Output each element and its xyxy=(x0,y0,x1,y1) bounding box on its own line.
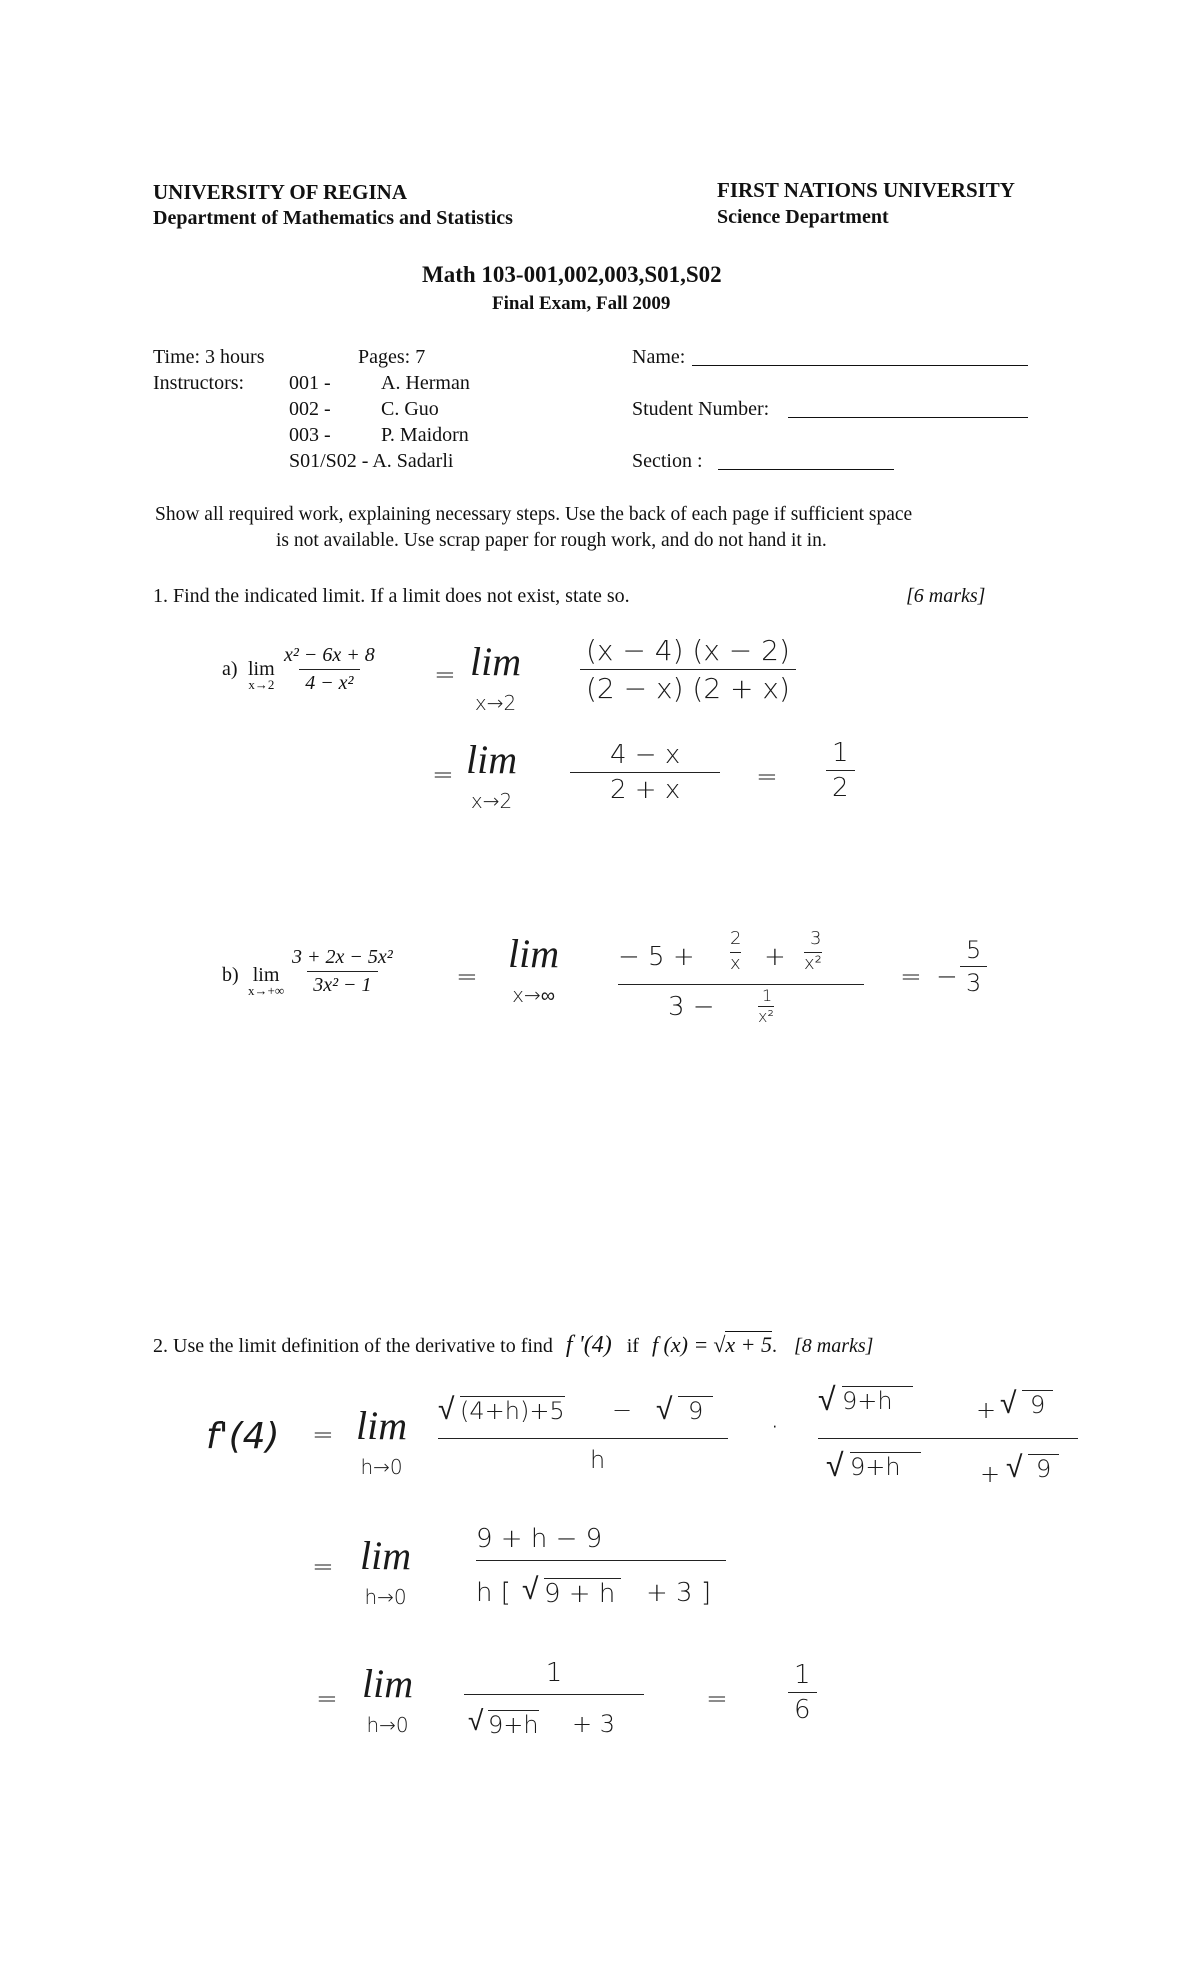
fprime-expression: f '(4) xyxy=(565,1332,612,1358)
square-root-sign: √ xyxy=(818,1380,836,1418)
student-number-label: Student Number: xyxy=(632,398,770,420)
time-label: Time: 3 hours xyxy=(153,346,265,368)
numerator-plus: + xyxy=(764,942,786,972)
plus-sign: + xyxy=(976,1396,997,1424)
fraction-denominator: 6 xyxy=(788,1692,817,1725)
instructions-line-2: is not available. Use scrap paper for rough work, and do not hand it in. xyxy=(276,530,827,551)
denominator-h: h [ xyxy=(476,1578,511,1608)
left-institution: UNIVERSITY OF REGINA xyxy=(153,180,407,204)
radicand: x + 5 xyxy=(725,1332,773,1357)
result-fraction xyxy=(788,1660,817,1725)
lim-subscript: x→2 xyxy=(474,691,517,715)
minus-sign: − xyxy=(936,962,958,992)
fraction-denominator: 2 xyxy=(826,770,855,803)
part-b-fraction xyxy=(286,946,399,997)
radicand: 9+h xyxy=(850,1452,921,1481)
instructor-name: A. Herman xyxy=(381,372,470,394)
fraction-numerator: 3 + 2x − 5x² xyxy=(292,946,393,968)
lim-word: lim xyxy=(360,1533,412,1578)
denominator-fraction-bottom: x² xyxy=(758,1007,774,1026)
fraction-numerator: 1 xyxy=(794,1660,811,1690)
part-b-label: b) xyxy=(222,964,239,986)
denominator-term: 3 − xyxy=(668,992,715,1022)
left-department: Department of Mathematics and Statistics xyxy=(153,207,513,229)
equals-sign: = xyxy=(434,660,456,690)
right-department: Science Department xyxy=(717,206,889,228)
lim-word: lim xyxy=(252,964,280,986)
square-root-sign: √ xyxy=(522,1572,539,1607)
handwritten-fraction xyxy=(580,634,796,705)
handwritten-limit xyxy=(360,1532,411,1609)
final-denominator xyxy=(468,1704,648,1748)
part-a-label: a) xyxy=(222,658,238,680)
lim-subscript: x→2 xyxy=(248,677,275,692)
equals-sign: = xyxy=(312,1552,334,1582)
multiplication-dot: · xyxy=(770,1410,780,1445)
handwritten-fraction xyxy=(570,740,720,805)
fraction-numerator: 4 − x xyxy=(610,740,681,770)
fraction-numerator: 5 xyxy=(966,936,982,964)
lim-subscript: x→2 xyxy=(470,789,513,813)
section-field[interactable] xyxy=(718,469,894,470)
instructor-section: 003 - xyxy=(289,424,331,446)
equals-sign: = xyxy=(706,1684,728,1714)
function-definition: f (x) = xyxy=(651,1332,709,1357)
simplified-denominator xyxy=(476,1572,736,1616)
radicand: 9+h xyxy=(488,1711,539,1739)
instructor-section: S01/S02 - A. Sadarli xyxy=(289,450,454,472)
lim-subscript: h→0 xyxy=(360,1455,403,1479)
instructor-section: 002 - xyxy=(289,398,331,420)
conjugate-numerator xyxy=(818,1380,1078,1439)
numerator-term: − 5 + xyxy=(618,942,695,972)
fraction-denominator: 3x² − 1 xyxy=(307,971,377,997)
numerator-fraction-top: 3 xyxy=(810,928,822,949)
equals-sign: = xyxy=(316,1684,338,1714)
name-label: Name: xyxy=(632,346,686,368)
radicand: (4+h)+5 xyxy=(460,1397,565,1425)
lim-word: lim xyxy=(356,1403,408,1448)
instructions-line-1: Show all required work, explaining necessary steps. Use the back of each page if sufficient space xyxy=(155,504,913,525)
part-b-limit xyxy=(248,964,284,999)
denominator-tail: + 3 ] xyxy=(646,1578,711,1608)
radicand: 9 xyxy=(1028,1454,1059,1483)
equals-sign: = xyxy=(312,1420,334,1450)
course-title: Math 103-001,002,003,S01,S02 xyxy=(422,262,722,287)
lim-word: lim xyxy=(466,737,518,782)
fraction-numerator: (x − 4) (x − 2) xyxy=(586,634,790,667)
square-root-sign: √ xyxy=(713,1332,726,1357)
pages-label: Pages: 7 xyxy=(358,346,426,368)
numerator-fraction-bottom: x xyxy=(730,953,741,974)
simplified-numerator: 9 + h − 9 xyxy=(476,1524,726,1561)
denominator-tail: + 3 xyxy=(572,1710,616,1738)
equals-sign: = xyxy=(900,962,922,992)
handwritten-limit xyxy=(356,1402,407,1479)
square-root-sign: √ xyxy=(826,1446,844,1484)
lim-subscript: h→0 xyxy=(366,1713,409,1737)
conjugate-denominator xyxy=(826,1446,1076,1496)
denominator-fraction-top: 1 xyxy=(762,986,773,1005)
question-2-marks: [8 marks] xyxy=(794,1335,874,1357)
square-root-sign: √ xyxy=(468,1704,484,1737)
equals-sign: = xyxy=(456,962,478,992)
fraction-denominator: 4 − x² xyxy=(299,669,359,695)
equals-sign: = xyxy=(756,762,778,792)
f-prime-of-4: f'(4) xyxy=(206,1416,280,1457)
period: . xyxy=(772,1335,778,1357)
right-institution: FIRST NATIONS UNIVERSITY xyxy=(717,178,1015,202)
lim-subscript: x→+∞ xyxy=(248,983,285,998)
fraction-numerator: 1 xyxy=(832,738,849,768)
instructor-section: 001 - xyxy=(289,372,331,394)
instructor-name: C. Guo xyxy=(381,398,439,420)
question-2-text xyxy=(153,1332,873,1359)
square-root-sign: √ xyxy=(438,1392,455,1427)
handwritten-limit xyxy=(508,930,559,1008)
fraction-denominator: (2 − x) (2 + x) xyxy=(580,669,796,705)
name-field[interactable] xyxy=(692,365,1028,366)
plus-sign: + xyxy=(980,1460,1001,1488)
final-numerator: 1 xyxy=(464,1658,644,1695)
fraction-denominator: 3 xyxy=(960,966,987,997)
fraction-denominator: 2 + x xyxy=(570,772,720,805)
result-fraction xyxy=(826,738,855,803)
difference-quotient-numerator xyxy=(438,1392,728,1439)
complex-numerator xyxy=(618,928,864,985)
square-root-sign: √ xyxy=(1000,1386,1017,1421)
square-root-sign: √ xyxy=(1006,1450,1023,1485)
radicand: 9 xyxy=(1022,1390,1053,1419)
complex-denominator xyxy=(668,988,798,1038)
fraction-numerator: x² − 6x + 8 xyxy=(284,644,375,666)
question-1-text: 1. Find the indicated limit. If a limit does not exist, state so. xyxy=(153,585,630,607)
radicand: 9 xyxy=(678,1396,713,1425)
section-label: Section : xyxy=(632,450,703,472)
lim-word: lim xyxy=(248,658,275,680)
handwritten-limit xyxy=(362,1660,413,1737)
numerator-fraction-top: 2 xyxy=(730,928,742,949)
part-a-fraction xyxy=(278,644,381,695)
lim-subscript: h→0 xyxy=(364,1585,407,1609)
lim-subscript: x→∞ xyxy=(512,983,555,1007)
equals-sign: = xyxy=(432,760,454,790)
student-number-field[interactable] xyxy=(788,417,1028,418)
result-fraction xyxy=(960,936,987,997)
radicand: 9+h xyxy=(842,1386,913,1415)
numerator-fraction-bottom: x² xyxy=(804,953,822,974)
lim-word: lim xyxy=(470,639,522,684)
if-word: if xyxy=(626,1335,639,1357)
lim-word: lim xyxy=(508,931,560,976)
instructors-label: Instructors: xyxy=(153,372,245,394)
handwritten-limit xyxy=(470,638,521,715)
radicand: 9 + h xyxy=(544,1578,621,1609)
question-1-marks: [6 marks] xyxy=(906,585,986,607)
lim-word: lim xyxy=(362,1661,414,1706)
minus-sign: − xyxy=(612,1396,633,1424)
question-2-prompt: 2. Use the limit definition of the derivative to find xyxy=(153,1335,553,1357)
handwritten-limit xyxy=(466,736,517,813)
instructor-name: P. Maidorn xyxy=(381,424,469,446)
difference-quotient-denominator: h xyxy=(590,1446,606,1474)
square-root-sign: √ xyxy=(656,1392,673,1427)
exam-title: Final Exam, Fall 2009 xyxy=(492,293,671,314)
part-a-limit xyxy=(248,658,275,693)
